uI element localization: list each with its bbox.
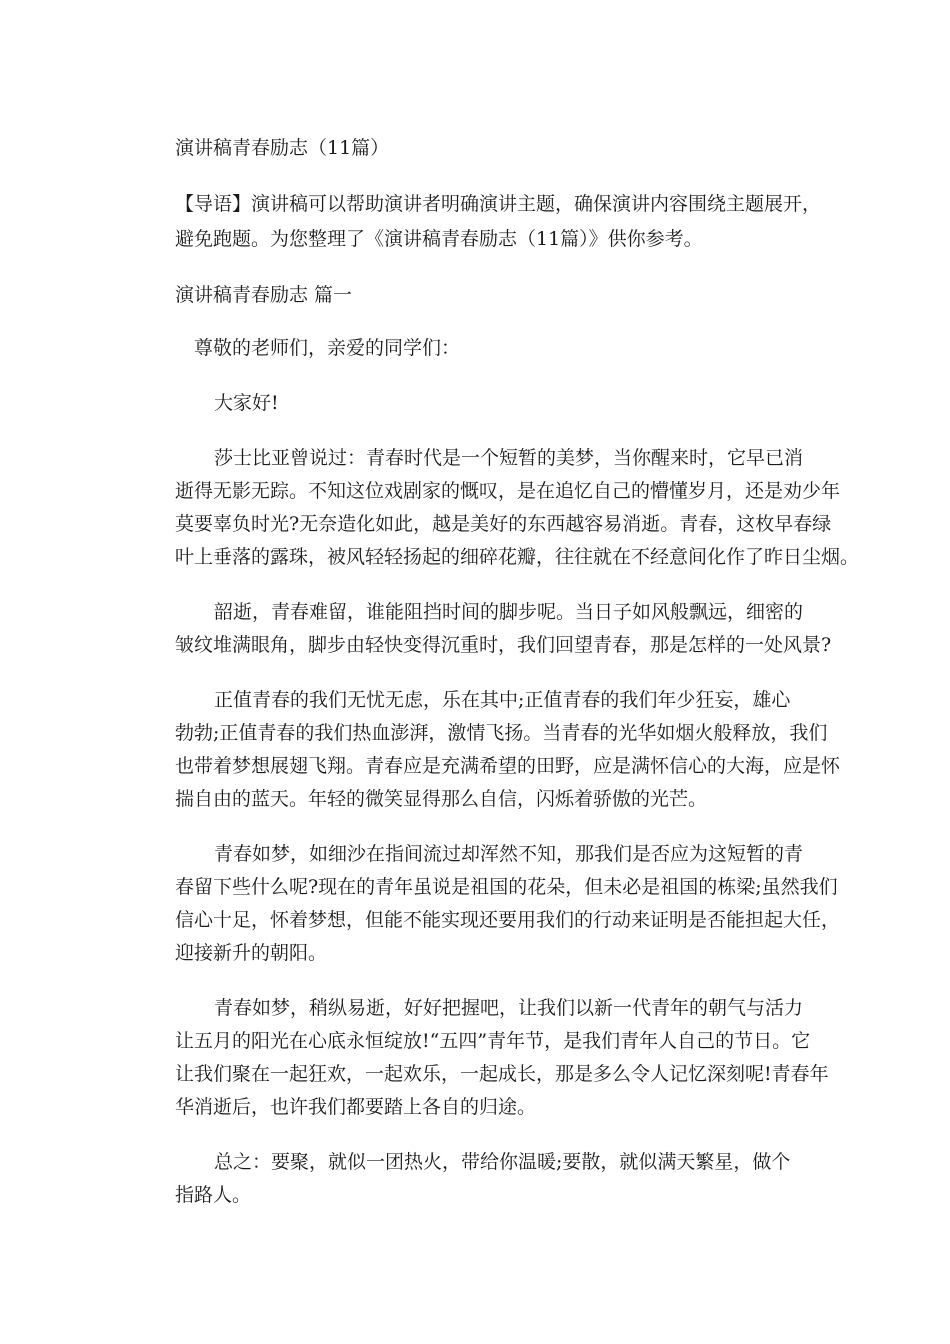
paragraph-line: 青春如梦，如细沙在指间流过却浑然不知，那我们是否应为这短暂的青 <box>214 843 804 865</box>
salutation: 尊敬的老师们，亲爱的同学们： <box>194 337 461 359</box>
paragraph-line: 华消逝后，也许我们都要踏上各自的归途。 <box>175 1096 537 1118</box>
paragraph-line: 总之：要聚，就似一团热火，带给你温暖;要散，就似满天繁星，做个 <box>214 1151 791 1173</box>
paragraph-line: 让五月的阳光在心底永恒绽放!“五四”青年节，是我们青年人自己的节日。它 <box>175 1030 811 1052</box>
paragraph-line: 让我们聚在一起狂欢，一起欢乐，一起成长，那是多么令人记忆深刻呢!青春年 <box>175 1063 829 1085</box>
paragraph-line: 皱纹堆满眼角，脚步由轻快变得沉重时，我们回望青春，那是怎样的一处风景? <box>175 634 832 656</box>
greeting: 大家好! <box>214 392 279 414</box>
intro-line: 避免跑题。为您整理了《演讲稿青春励志（11篇）》供你参考。 <box>175 228 703 250</box>
paragraph-line: 正值青春的我们无忧无虑，乐在其中;正值青春的我们年少狂妄，雄心 <box>214 689 791 711</box>
paragraph-line: 莎士比亚曾说过：青春时代是一个短暂的美梦，当你醒来时，它早已消 <box>214 447 804 469</box>
paragraph-line: 逝得无影无踪。不知这位戏剧家的慨叹，是在追忆自己的懵懂岁月，还是劝少年 <box>175 480 841 502</box>
paragraph-line: 信心十足，怀着梦想，但能不能实现还要用我们的行动来证明是否能担起大任， <box>175 909 841 931</box>
paragraph-line: 叶上垂落的露珠，被风轻轻扬起的细碎花瓣，往往就在不经意间化作了昨日尘烟。 <box>175 546 860 568</box>
paragraph-line: 揣自由的蓝天。年轻的微笑显得那么自信，闪烁着骄傲的光芒。 <box>175 788 708 810</box>
paragraph-line: 勃勃;正值青春的我们热血澎湃，激情飞扬。当青春的光华如烟火般释放，我们 <box>175 722 828 744</box>
paragraph-line: 春留下些什么呢?现在的青年虽说是祖国的花朵，但未必是祖国的栋梁;虽然我们 <box>175 876 838 898</box>
paragraph-line: 韶逝，青春难留，谁能阻挡时间的脚步呢。当日子如风般飘远，细密的 <box>214 601 804 623</box>
paragraph-line: 迎接新升的朝阳。 <box>175 942 328 964</box>
intro-line: 【导语】演讲稿可以帮助演讲者明确演讲主题，确保演讲内容围绕主题展开， <box>175 193 822 215</box>
document-title: 演讲稿青春励志（11篇） <box>175 137 390 159</box>
paragraph-line: 也带着梦想展翅飞翔。青春应是充满希望的田野，应是满怀信心的大海，应是怀 <box>175 755 841 777</box>
paragraph-line: 指路人。 <box>175 1184 252 1206</box>
paragraph-line: 莫要辜负时光?无奈造化如此，越是美好的东西越容易消逝。青春，这枚早春绿 <box>175 513 832 535</box>
section-title: 演讲稿青春励志 篇一 <box>175 284 353 306</box>
paragraph-line: 青春如梦，稍纵易逝，好好把握吧，让我们以新一代青年的朝气与活力 <box>214 997 804 1019</box>
